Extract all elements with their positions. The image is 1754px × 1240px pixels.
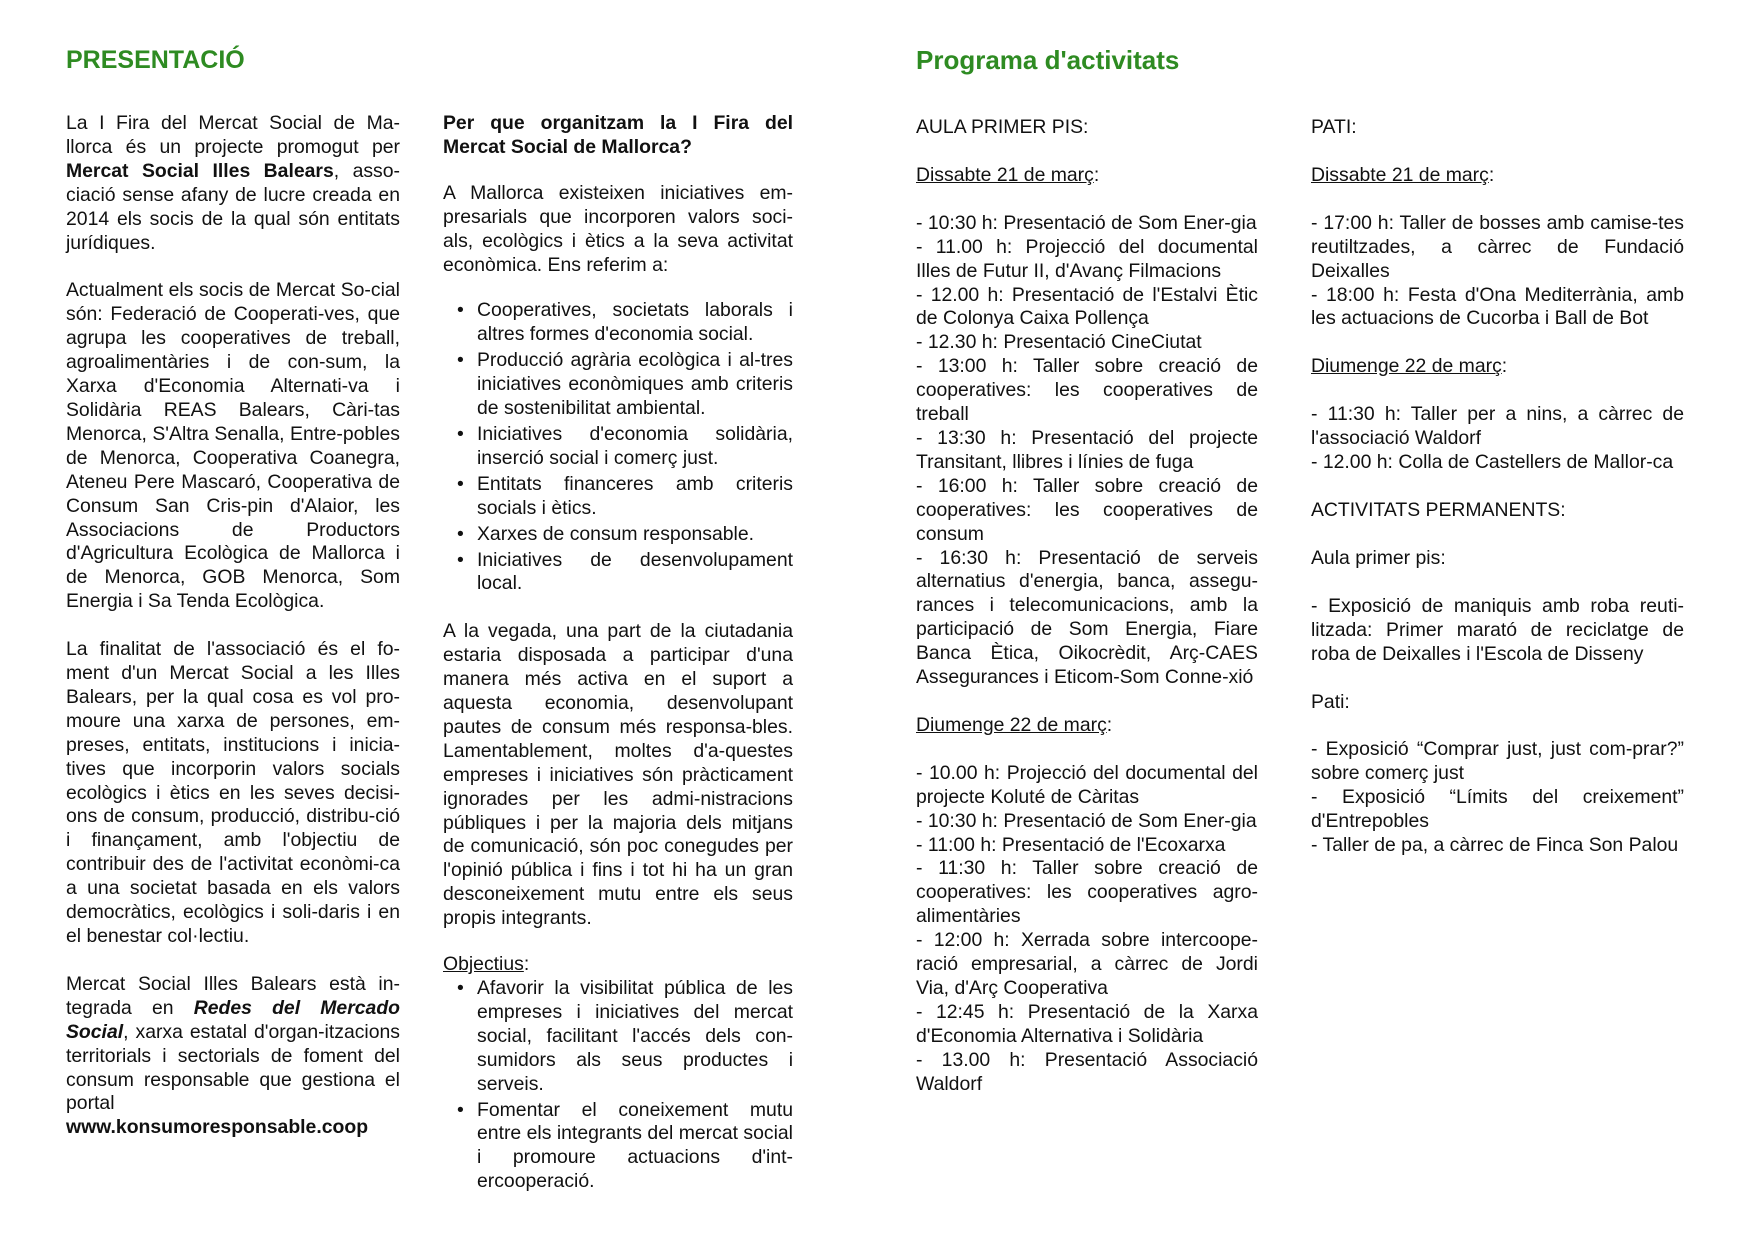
schedule-item: - 17:00 h: Taller de bosses amb camise-tes reutiltzades, a càrrec de Fundació Deixalles bbox=[1311, 211, 1684, 282]
list-item: • Iniciatives d'economia solidària, inserció social i comerç just. bbox=[477, 423, 793, 471]
presentacio-paragraph-1: La I Fira del Mercat Social de Ma-llorca és un projecte promogut per Mercat Social Illes Balears, asso-ciació sense afany de lucre creada en 2014 els socis de la qual són entitats jurídiques. bbox=[66, 112, 400, 254]
presentacio-column bbox=[66, 112, 400, 1140]
schedule-item: - Exposició “Límits del creixement” d'Entrepobles bbox=[1311, 786, 1684, 833]
list-item: • Entitats financeres amb criteris socials i ètics. bbox=[477, 473, 793, 521]
schedule-item: - 16:30 h: Presentació de serveis alternatius d'energia, banca, assegu-rances i telecomunicacions, amb la participació de Som Energia, Fiare Banca Ètica, Oikocrèdit, Arç-CAES Assegurances i Eticom-Som Conne-xió bbox=[916, 546, 1258, 689]
schedule-item: - 10:30 h: Presentació de Som Ener-gia bbox=[916, 809, 1257, 832]
presentacio-paragraph-3: La finalitat de l'associació és el fo-ment d'un Mercat Social a les Illes Balears, per la qual cosa es vol pro-moure una xarxa de persones, em-preses, entitats, institucions i inicia-tives que incorporin valors socials ecològics i ètics en les seves decisi-ons de consum, producció, distribu-ció i finançament, amb l'objectiu de contribuir des de l'activitat econòmi-ca a una societat basada en els valors democràtics, ecològics i soli-daris i en el benestar col·lectiu. bbox=[66, 638, 400, 947]
day-label-sunday: Diumenge 22 de març: bbox=[1311, 355, 1508, 378]
schedule-item: - 10:30 h: Presentació de Som Ener-gia bbox=[916, 211, 1257, 234]
day-label-saturday: Dissabte 21 de març: bbox=[916, 163, 1100, 186]
day-label-sunday: Diumenge 22 de març: bbox=[916, 713, 1113, 736]
permanent-title: ACTIVITATS PERMANENTS: bbox=[1311, 498, 1566, 521]
list-item: • Producció agrària ecològica i al-tres iniciatives econòmiques amb criteris de sostenibilitat ambiental. bbox=[477, 349, 793, 421]
programa-title: Programa d'activitats bbox=[916, 45, 1180, 75]
why-heading: Per que organitzam la I Fira del Mercat Social de Mallorca? bbox=[443, 112, 793, 158]
program-aula-column bbox=[916, 116, 1258, 1097]
schedule-item: - 13:00 h: Taller sobre creació de cooperatives: les cooperatives de treball bbox=[916, 355, 1258, 426]
why-intro: A Mallorca existeixen iniciatives em-presarials que incorporen valors soci-als, ecològics i ètics a la seva activitat econòmica. Ens referim a: bbox=[443, 181, 793, 276]
objectius-list bbox=[443, 977, 793, 1194]
schedule-item: - Exposició “Comprar just, just com-prar?” sobre comerç just bbox=[1311, 738, 1684, 785]
list-item: • Fomentar el coneixement mutu entre els integrants del mercat social i promoure actuacions d'int-ercooperació. bbox=[477, 1099, 793, 1195]
schedule-item: - 11:30 h: Taller sobre creació de cooperatives: les cooperatives agro-alimentàries bbox=[916, 857, 1258, 928]
why-paragraph-2: A la vegada, una part de la ciutadania estaria disposada a participar d'una manera més activa en el suport a aquesta economia, desenvolupant pautes de consum més responsa-bles. Lamentablement, moltes d'a-questes empreses i iniciatives són pràcticament ignorades per les admi-nistracions públiques i per la majoria dels mitjans de comunicació, són poc conegudes per l'opinió pública i fins i tot hi ha un gran desconeixement mutu entre els seus propis integrants. bbox=[443, 620, 793, 930]
schedule-item: - 11.00 h: Projecció del documental Illes de Futur II, d'Avanç Filmacions bbox=[916, 235, 1258, 282]
schedule-item: - 11:30 h: Taller per a nins, a càrrec de l'associació Waldorf bbox=[1311, 403, 1684, 450]
day-label-saturday: Dissabte 21 de març: bbox=[1311, 163, 1495, 186]
schedule-item: - 16:00 h: Taller sobre creació de cooperatives: les cooperatives de consum bbox=[916, 474, 1258, 545]
presentacio-paragraph-2: Actualment els socis de Mercat So-cial són: Federació de Cooperati-ves, que agrupa les cooperatives de treball, agroalimentàries i de con-sum, la Xarxa d'Economia Alternati-va i Solidària REAS Balears, Càri-tas Menorca, S'Altra Senalla, Entre-pobles de Menorca, Cooperativa Coanegra, Ateneu Pere Mascaró, Cooperativa de Consum San Cris-pin d'Alaior, les Associacions de Productors d'Agricultura Ecològica de Mallorca i de Menorca, GOB Menorca, Som Energia i Sa Tenda Ecològica. bbox=[66, 279, 400, 613]
portal-url: www.konsumoresponsable.coop bbox=[66, 1116, 369, 1139]
aula-sunday-list bbox=[916, 762, 1258, 1097]
list-item: • Iniciatives de desenvolupament local. bbox=[477, 549, 793, 597]
initiatives-list bbox=[443, 299, 793, 596]
permanent-location-pati: Pati: bbox=[1311, 690, 1350, 713]
schedule-item: - 10.00 h: Projecció del documental del projecte Koluté de Càritas bbox=[916, 761, 1258, 808]
list-item: • Xarxes de consum responsable. bbox=[477, 523, 793, 547]
location-aula: AULA PRIMER PIS: bbox=[916, 116, 1089, 138]
presentacio-paragraph-4: Mercat Social Illes Balears està in-tegrada en Redes del Mercado Social, xarxa estatal d'organ-itzacions territorials i sectorials de foment del consum responsable que gestiona el portal www.konsumoresponsable.coop bbox=[66, 972, 401, 1139]
objectius-label: Objectius: bbox=[443, 953, 530, 976]
list-item: • Afavorir la visibilitat pública de les empreses i iniciatives del mercat social, facilitant l'accés dels con-sumidors als seus productes i serveis. bbox=[477, 977, 793, 1097]
aula-saturday-list bbox=[916, 212, 1258, 690]
schedule-item: - Exposició de maniquis amb roba reuti-litzada: Primer marató de reciclatge de roba de Deixalles i l'Escola de Disseny bbox=[1311, 594, 1684, 665]
program-pati-column bbox=[1311, 116, 1684, 858]
list-item: • Cooperatives, societats laborals i altres formes d'economia social. bbox=[477, 299, 793, 347]
schedule-item: - Taller de pa, a càrrec de Finca Son Palou bbox=[1311, 834, 1679, 857]
schedule-item: - 12:00 h: Xerrada sobre intercoope-ració empresarial, a càrrec de Jordi Via, d'Arç Cooperativa bbox=[916, 929, 1258, 999]
schedule-item: - 18:00 h: Festa d'Ona Mediterrània, amb les actuacions de Cucorba i Ball de Bot bbox=[1311, 283, 1684, 330]
schedule-item: - 12.00 h: Colla de Castellers de Mallor-ca bbox=[1311, 451, 1674, 474]
why-column bbox=[443, 112, 793, 1196]
schedule-item: - 12.00 h: Presentació de l'Estalvi Ètic de Colonya Caixa Pollença bbox=[916, 283, 1258, 330]
location-pati: PATI: bbox=[1311, 116, 1357, 138]
permanent-location-aula: Aula primer pis: bbox=[1311, 546, 1446, 569]
schedule-item: - 13.00 h: Presentació Associació Waldorf bbox=[916, 1048, 1258, 1095]
schedule-item: - 12.30 h: Presentació CineCiutat bbox=[916, 331, 1202, 354]
schedule-item: - 13:30 h: Presentació del projecte Transitant, llibres i línies de fuga bbox=[916, 426, 1258, 473]
schedule-item: - 12:45 h: Presentació de la Xarxa d'Economia Alternativa i Solidària bbox=[916, 1000, 1258, 1047]
presentacio-title: PRESENTACIÓ bbox=[66, 46, 245, 74]
schedule-item: - 11:00 h: Presentació de l'Ecoxarxa bbox=[916, 833, 1226, 856]
